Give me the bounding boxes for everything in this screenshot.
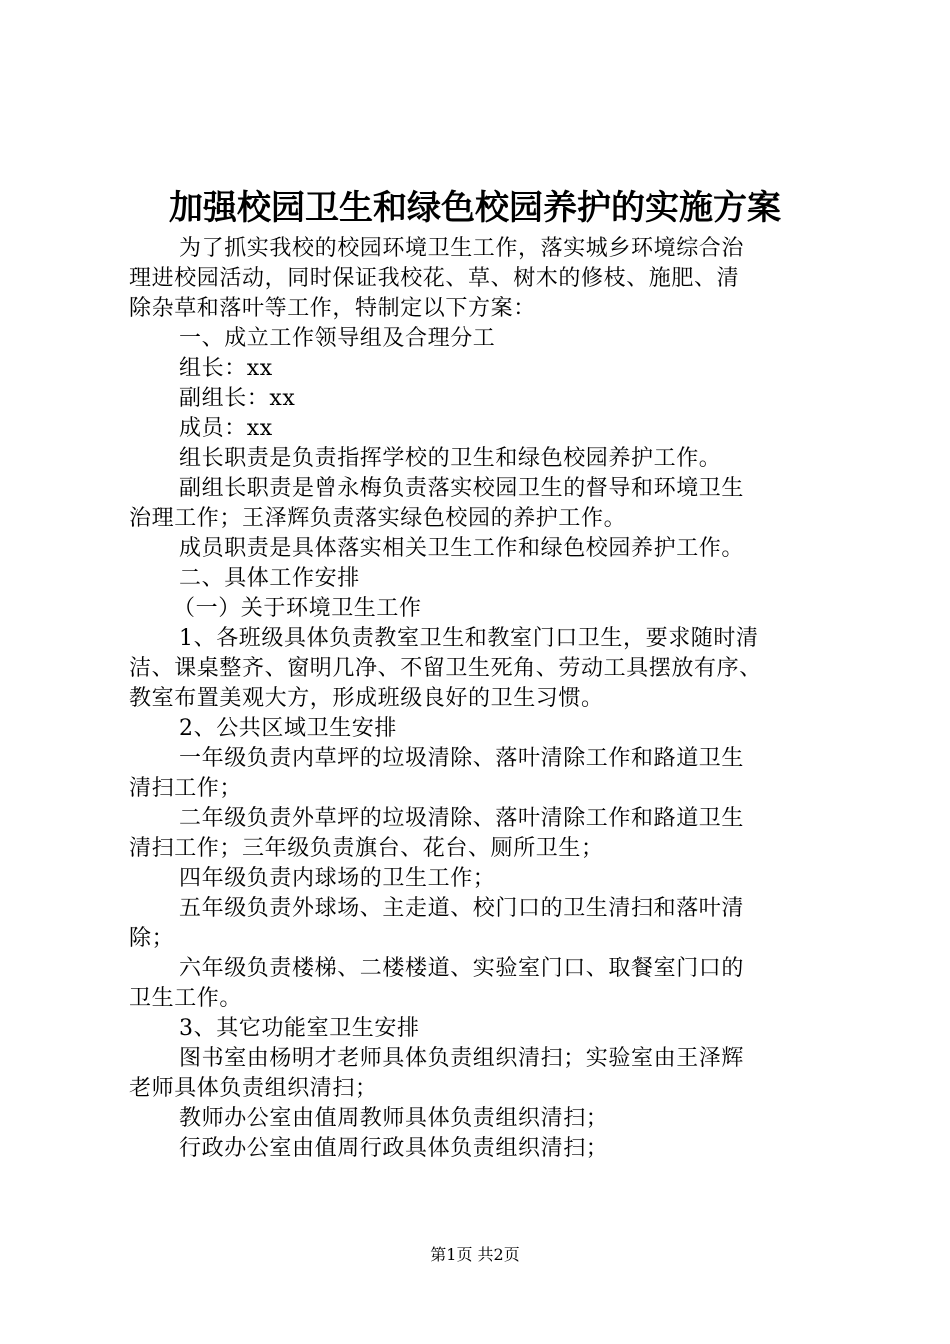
paragraph-line: 清扫工作；三年级负责旗台、花台、厕所卫生； — [129, 836, 604, 861]
page-number-footer: 第1页 共2页 — [430, 1245, 520, 1264]
paragraph-line: 二年级负责外草坪的垃圾清除、落叶清除工作和路道卫生 — [179, 806, 745, 831]
subsection-heading: 2、公共区域卫生安排 — [179, 716, 397, 741]
paragraph-line: 副组长：xx — [179, 386, 296, 411]
paragraph-line: 老师具体负责组织清扫； — [129, 1076, 378, 1101]
paragraph-line: 教室布置美观大方，形成班级良好的卫生习惯。 — [129, 686, 604, 711]
section-heading: 二、具体工作安排 — [179, 566, 360, 591]
subsection-heading: 3、其它功能室卫生安排 — [179, 1016, 420, 1041]
paragraph-line: 成员职责是具体落实相关卫生工作和绿色校园养护工作。 — [179, 536, 745, 561]
paragraph-line: 洁、课桌整齐、窗明几净、不留卫生死角、劳动工具摆放有序、 — [129, 656, 762, 681]
section-heading: 一、成立工作领导组及合理分工 — [179, 326, 496, 351]
paragraph-line: 组长：xx — [179, 356, 273, 381]
paragraph-line: 成员：xx — [179, 416, 273, 441]
paragraph-line: 除杂草和落叶等工作，特制定以下方案： — [129, 296, 536, 321]
paragraph-line: 卫生工作。 — [129, 986, 243, 1011]
paragraph-line: 1、各班级具体负责教室卫生和教室门口卫生，要求随时清 — [179, 626, 759, 651]
paragraph-line: 五年级负责外球场、主走道、校门口的卫生清扫和落叶清 — [179, 896, 745, 921]
paragraph-line: 清扫工作； — [129, 776, 243, 801]
paragraph-line: 一年级负责内草坪的垃圾清除、落叶清除工作和路道卫生 — [179, 746, 745, 771]
paragraph-line: 四年级负责内球场的卫生工作； — [179, 866, 496, 891]
paragraph-line: 六年级负责楼梯、二楼楼道、实验室门口、取餐室门口的 — [179, 956, 745, 981]
paragraph-line: 教师办公室由值周教师具体负责组织清扫； — [179, 1106, 609, 1131]
paragraph-line: 理进校园活动，同时保证我校花、草、树木的修枝、施肥、清 — [129, 266, 740, 291]
subsection-heading: （一）关于环境卫生工作 — [173, 596, 422, 621]
paragraph-line: 除； — [129, 926, 175, 951]
document-body — [129, 234, 829, 1164]
document-title: 加强校园卫生和绿色校园养护的实施方案 — [169, 188, 781, 228]
paragraph-line: 行政办公室由值周行政具体负责组织清扫； — [179, 1136, 609, 1161]
paragraph-line: 图书室由杨明才老师具体负责组织清扫；实验室由王泽辉 — [179, 1046, 745, 1071]
paragraph-line: 为了抓实我校的校园环境卫生工作，落实城乡环境综合治 — [179, 236, 745, 261]
paragraph-line: 组长职责是负责指挥学校的卫生和绿色校园养护工作。 — [179, 446, 722, 471]
paragraph-line: 副组长职责是曾永梅负责落实校园卫生的督导和环境卫生 — [179, 476, 745, 501]
paragraph-line: 治理工作；王泽辉负责落实绿色校园的养护工作。 — [129, 506, 627, 531]
